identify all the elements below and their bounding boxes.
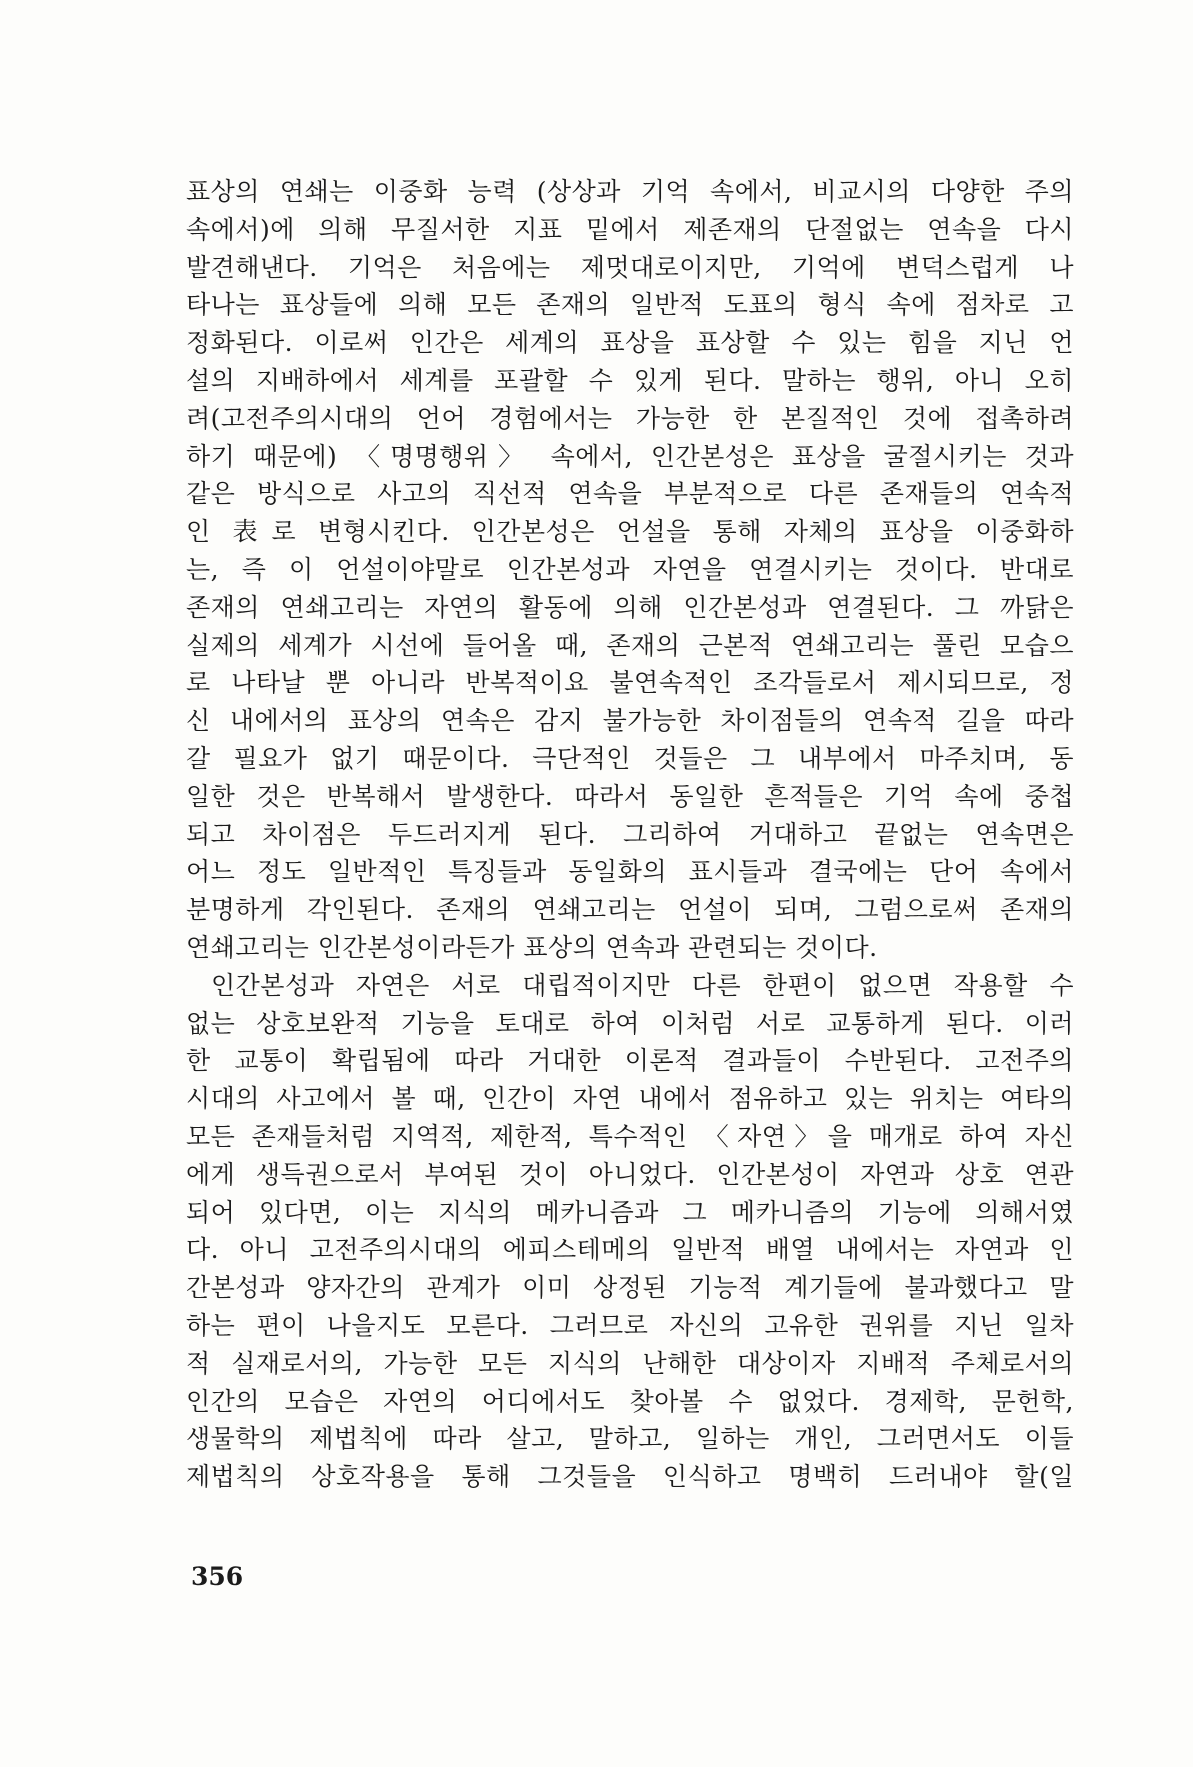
text-line: 인간의 모습은 자연의 어디에서도 찾아볼 수 없었다. 경제학, 문헌학, [186,1386,1074,1416]
text-line: 적 실재로서의, 가능한 모든 지식의 난해한 대상이자 지배적 주체로서의 [186,1348,1074,1378]
text-line: 제법칙의 상호작용을 통해 그것들을 인식하고 명백히 드러내야 할(일 [186,1462,1074,1492]
text-line: 없는 상호보완적 기능을 토대로 하여 이처럼 서로 교통하게 된다. 이러 [186,1008,1074,1038]
text-line: 정화된다. 이로써 인간은 세계의 표상을 표상할 수 있는 힘을 지닌 언 [186,328,1074,358]
text-line: 생물학의 제법칙에 따라 살고, 말하고, 일하는 개인, 그러면서도 이들 [186,1424,1074,1454]
text-line: 설의 지배하에서 세계를 포괄할 수 있게 된다. 말하는 행위, 아니 오히 [186,365,1074,395]
text-line: 로 나타날 뿐 아니라 반복적이요 불연속적인 조각들로서 제시되므로, 정 [186,668,1074,698]
text-line: 연쇄고리는 인간본성이라든가 표상의 연속과 관련되는 것이다. [186,932,878,962]
text-line: 하는 편이 나을지도 모른다. 그러므로 자신의 고유한 권위를 지닌 일차 [186,1310,1074,1340]
body-text [186,173,1074,1496]
text-line: 속에서)에 의해 무질서한 지표 밑에서 제존재의 단절없는 연속을 다시 [186,214,1074,244]
text-line: 모든 존재들처럼 지역적, 제한적, 특수적인 〈자연〉을 매개로 하여 자신 [186,1121,1074,1151]
text-line: 실제의 세계가 시선에 들어올 때, 존재의 근본적 연쇄고리는 풀린 모습으 [186,630,1074,660]
text-line: 하기 때문에) 〈명명행위〉 속에서, 인간본성은 표상을 굴절시키는 것과 [186,441,1074,471]
text-line: 일한 것은 반복해서 발생한다. 따라서 동일한 흔적들은 기억 속에 중첩 [186,781,1074,811]
text-line: 다. 아니 고전주의시대의 에피스테메의 일반적 배열 내에서는 자연과 인 [186,1235,1074,1265]
paragraph-2 [186,967,1074,1496]
text-line: 발견해낸다. 기억은 처음에는 제멋대로이지만, 기억에 변덕스럽게 나 [186,252,1074,282]
text-line: 에게 생득권으로서 부여된 것이 아니었다. 인간본성이 자연과 상호 연관 [186,1159,1074,1189]
text-line: 갈 필요가 없기 때문이다. 극단적인 것들은 그 내부에서 마주치며, 동 [186,743,1074,773]
text-line: 신 내에서의 표상의 연속은 감지 불가능한 차이점들의 연속적 길을 따라 [186,706,1074,736]
text-line: 표상의 연쇄는 이중화 능력 (상상과 기억 속에서, 비교시의 다양한 주의 [186,177,1074,206]
text-line: 한 교통이 확립됨에 따라 거대한 이론적 결과들이 수반된다. 고전주의 [186,1046,1074,1076]
page-number: 356 [191,1562,244,1591]
text-line: 시대의 사고에서 볼 때, 인간이 자연 내에서 점유하고 있는 위치는 여타의 [186,1084,1074,1114]
text-line: 려(고전주의시대의 언어 경험에서는 가능한 한 본질적인 것에 접촉하려 [186,403,1074,433]
text-line: 존재의 연쇄고리는 자연의 활동에 의해 인간본성과 연결된다. 그 까닭은 [186,592,1074,622]
text-line: 는, 즉 이 언설이야말로 인간본성과 자연을 연결시키는 것이다. 반대로 [186,554,1074,584]
text-line: 어느 정도 일반적인 특징들과 동일화의 표시들과 결국에는 단어 속에서 [186,857,1074,887]
text-line: 분명하게 각인된다. 존재의 연쇄고리는 언설이 되며, 그럼으로써 존재의 [186,895,1074,925]
text-line: 인 表로 변형시킨다. 인간본성은 언설을 통해 자체의 표상을 이중화하 [186,517,1074,547]
paragraph-1 [186,173,1074,967]
text-line: 간본성과 양자간의 관계가 이미 상정된 기능적 계기들에 불과했다고 말 [186,1273,1074,1303]
text-line: 인간본성과 자연은 서로 대립적이지만 다른 한편이 없으면 작용할 수 [211,970,1074,1000]
text-line: 같은 방식으로 사고의 직선적 연속을 부분적으로 다른 존재들의 연속적 [186,479,1074,509]
text-line: 되어 있다면, 이는 지식의 메카니즘과 그 메카니즘의 기능에 의해서였 [186,1197,1074,1227]
text-line: 타나는 표상들에 의해 모든 존재의 일반적 도표의 형식 속에 점차로 고 [186,290,1074,320]
text-line: 되고 차이점은 두드러지게 된다. 그리하여 거대하고 끝없는 연속면은 [186,819,1074,849]
